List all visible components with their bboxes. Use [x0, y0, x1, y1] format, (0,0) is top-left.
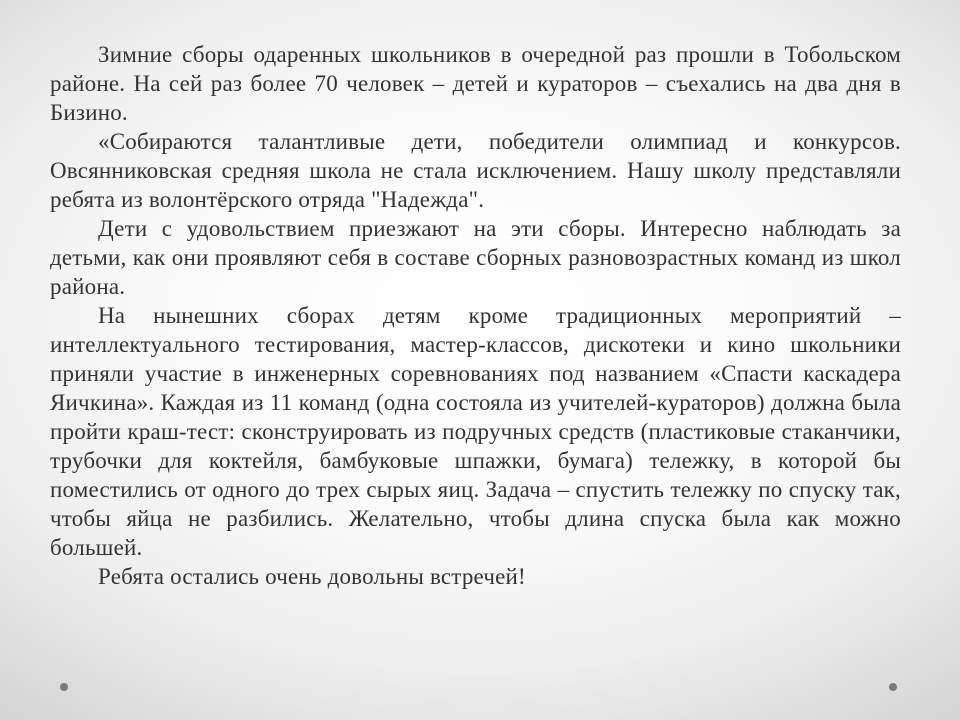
paragraph-conclusion: Ребята остались очень довольны встречей! — [98, 564, 526, 589]
paragraph-observation: Дети с удовольствием приезжают на эти сборы. Интересно наблюдать за детьми, как они проявляют себя в составе сборных разновозрастных команд из школ района. — [50, 216, 901, 299]
decorative-dot-left — [60, 683, 68, 691]
paragraph-intro: Зимние сборы одаренных школьников в очередной раз прошли в Тобольском районе. На сей раз более 70 человек – детей и кураторов – съехались на два дня в Бизино. — [50, 42, 901, 125]
paragraph-quote: «Собираются талантливые дети, победители олимпиад и конкурсов. Овсянниковская средняя школа не стала исключением. Нашу школу представляли ребята из волонтёрского отряда "Надежда". — [50, 129, 901, 212]
slide-body-text — [50, 40, 901, 591]
paragraph-activities: На нынешних сборах детям кроме традиционных мероприятий – интеллектуального тестирования, мастер-классов, дискотеки и кино школьники приняли участие в инженерных соревнованиях под названием «Спасти каскадера Яичкина». Каждая из 11 команд (одна состояла из учителей-кураторов) должна была пройти краш-тест: сконструировать из подручных средств (пластиковые стаканчики, трубочки для коктейля, бамбуковые шпажки, бумага) тележку, в которой бы поместились от одного до трех сырых яиц. Задача – спустить тележку по спуску так, чтобы яйца не разбились. Желательно, чтобы длина спуска была как можно большей. — [50, 303, 901, 560]
decorative-dot-right — [889, 683, 897, 691]
